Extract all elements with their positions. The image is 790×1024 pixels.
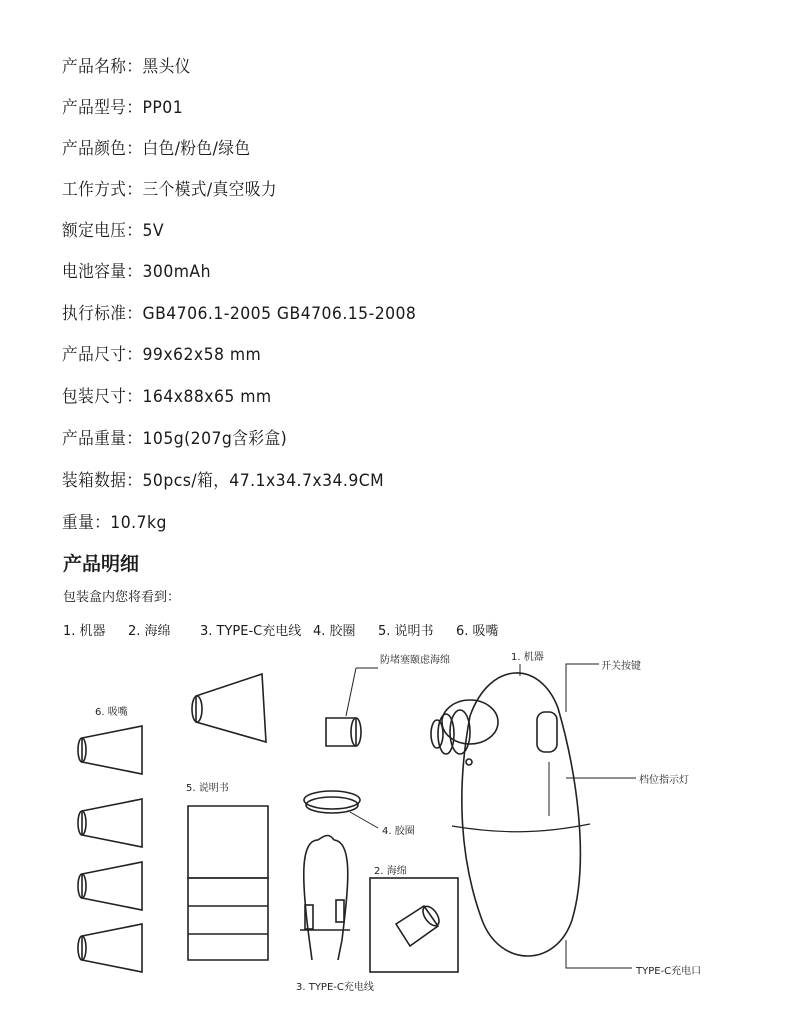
details-intro: 包装盒内您将看到： [63,590,181,605]
spec-line-weight: 产品重量：105g(207g含彩盒) [62,429,288,449]
contents-item-ring: 4. 胶圈 [313,624,356,639]
cable-icon [300,836,350,961]
label-sponge: 2. 海绵 [374,866,407,877]
spec-line-name: 产品名称：黑头仪 [62,57,191,77]
label-manual: 5. 说明书 [186,783,229,794]
label-power-switch: 开关按键 [601,661,641,672]
label-machine: 1. 机器 [511,652,544,663]
manual-icon [188,806,268,960]
sponge-box-icon [370,878,458,972]
label-charging-port: TYPE-C充电口 [636,966,702,977]
label-sponge-top: 防堵塞颐虑海绵 [380,655,450,666]
contents-item-sponge: 2. 海绵 [128,624,171,639]
ring-icon [304,791,378,828]
nozzle-icon [78,726,142,774]
spec-line-standard: 执行标准：GB4706.1-2005 GB4706.15-2008 [62,304,417,324]
contents-item-machine: 1. 机器 [63,624,106,639]
nozzle-icon [78,862,142,910]
spec-line-gross-weight: 重量：10.7kg [62,513,167,533]
spec-line-color: 产品颜色：白色/粉色/绿色 [62,139,251,159]
spec-line-size: 产品尺寸：99x62x58 mm [62,345,262,365]
spec-line-mode: 工作方式：三个模式/真空吸力 [62,180,278,200]
contents-item-nozzle: 6. 吸嘴 [456,624,499,639]
spec-line-packing: 装箱数据：50pcs/箱，47.1x34.7x34.9CM [62,471,385,491]
large-nozzle-icon [192,674,266,742]
contents-item-cable: 3. TYPE-C充电线 [200,624,302,639]
label-ring: 4. 胶圈 [382,826,415,837]
label-indicator: 档位指示灯 [639,775,689,786]
contents-item-manual: 5. 说明书 [378,624,434,639]
machine-icon [431,673,590,956]
details-title: 产品明细 [63,553,140,575]
spec-line-voltage: 额定电压：5V [62,221,165,241]
sponge-cylinder-icon [326,668,378,746]
spec-line-model: 产品型号：PP01 [62,98,184,118]
nozzle-icon [78,799,142,847]
spec-line-package-size: 包装尺寸：164x88x65 mm [62,387,272,407]
spec-line-battery: 电池容量：300mAh [62,262,211,282]
nozzle-icon [78,924,142,972]
label-cable: 3. TYPE-C充电线 [296,982,374,993]
label-nozzles: 6. 吸嘴 [95,707,128,718]
